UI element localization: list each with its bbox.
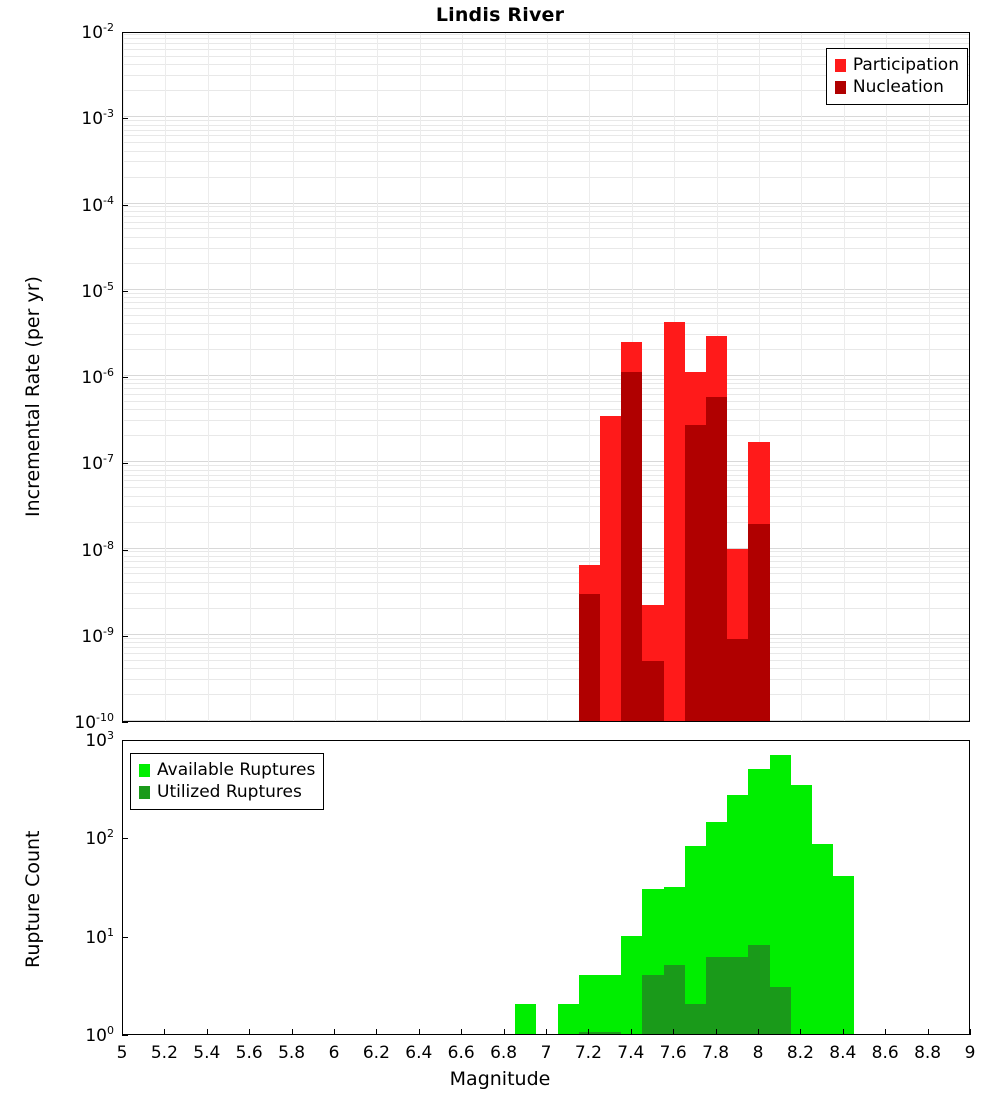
bottom-y-axis-label: Rupture Count (22, 830, 44, 968)
legend-label-available: Available Ruptures (157, 759, 316, 780)
x-tick-label: 6.8 (490, 1043, 518, 1063)
legend-swatch-participation (835, 59, 846, 72)
tick-mark (843, 1029, 844, 1035)
y-tick-label: $10^{-6}$ (81, 366, 114, 388)
legend-item-nucleation (835, 76, 959, 98)
x-tick-label: 8 (752, 1043, 764, 1063)
y-tick-label: $10^{-9}$ (81, 624, 114, 647)
tick-mark (970, 1029, 971, 1035)
legend-swatch-available (139, 764, 150, 777)
y-tick-label: $10^0$ (85, 1024, 114, 1046)
y-tick-label: $10^{-2}$ (81, 21, 114, 43)
tick-mark (292, 1029, 293, 1035)
tick-mark (885, 1029, 886, 1035)
x-tick-label: 5.6 (235, 1043, 263, 1063)
tick-mark (122, 1029, 123, 1035)
x-tick-label: 8.4 (829, 1043, 857, 1063)
tick-mark (546, 1029, 547, 1035)
tick-mark (419, 1029, 420, 1035)
tick-mark (461, 1029, 462, 1035)
legend-label-utilized: Utilized Ruptures (157, 781, 302, 802)
legend-label-participation: Participation (852, 54, 959, 75)
x-tick-label: 7.6 (659, 1043, 687, 1063)
y-tick-label: $10^2$ (85, 827, 114, 850)
tick-mark (673, 1029, 674, 1035)
y-tick-label: $10^3$ (85, 729, 114, 751)
tick-mark (758, 1029, 759, 1035)
y-tick-label: $10^{-10}$ (74, 711, 114, 733)
legend-item-utilized (139, 781, 315, 803)
x-tick-label: 6.6 (447, 1043, 475, 1063)
x-tick-label: 5 (116, 1043, 128, 1063)
x-tick-label: 7.2 (574, 1043, 602, 1063)
tick-mark (588, 1029, 589, 1035)
top-y-axis-label: Incremental Rate (per yr) (22, 276, 44, 517)
tick-mark (928, 1029, 929, 1035)
legend-swatch-nucleation (835, 81, 846, 94)
y-tick-label: $10^{-3}$ (81, 107, 114, 130)
x-tick-label: 7 (540, 1043, 552, 1063)
x-tick-label: 5.8 (278, 1043, 306, 1063)
y-tick-label: $10^{-4}$ (81, 193, 114, 216)
tick-mark (207, 1029, 208, 1035)
tick-mark (800, 1029, 801, 1035)
legend-item-available (139, 759, 315, 781)
x-tick-label: 5.2 (150, 1043, 178, 1063)
x-tick-label: 9 (964, 1043, 976, 1063)
legend-label-nucleation: Nucleation (852, 76, 944, 97)
tick-mark (631, 1029, 632, 1035)
x-tick-label: 8.2 (786, 1043, 814, 1063)
legend-swatch-utilized (139, 786, 150, 799)
x-tick-label: 8.8 (914, 1043, 942, 1063)
bottom-legend (130, 753, 324, 810)
x-tick-label: 6.2 (362, 1043, 390, 1063)
x-tick-label: 7.4 (617, 1043, 645, 1063)
x-tick-label: 6 (328, 1043, 340, 1063)
tick-mark (376, 1029, 377, 1035)
top-legend (826, 48, 968, 105)
tick-mark (716, 1029, 717, 1035)
tick-mark (249, 1029, 250, 1035)
x-tick-label: 6.4 (405, 1043, 433, 1063)
page-title: Lindis River (435, 4, 565, 26)
x-tick-label: 7.8 (702, 1043, 730, 1063)
tick-mark (334, 1029, 335, 1035)
x-tick-label: 5.4 (193, 1043, 221, 1063)
y-tick-label: $10^1$ (85, 925, 114, 948)
y-tick-label: $10^{-7}$ (81, 452, 114, 475)
tick-mark (504, 1029, 505, 1035)
x-axis-label: Magnitude (449, 1068, 551, 1090)
legend-item-participation (835, 54, 959, 76)
y-tick-label: $10^{-8}$ (81, 538, 114, 561)
x-tick-label: 8.6 (871, 1043, 899, 1063)
tick-mark (164, 1029, 165, 1035)
y-tick-label: $10^{-5}$ (81, 279, 114, 302)
